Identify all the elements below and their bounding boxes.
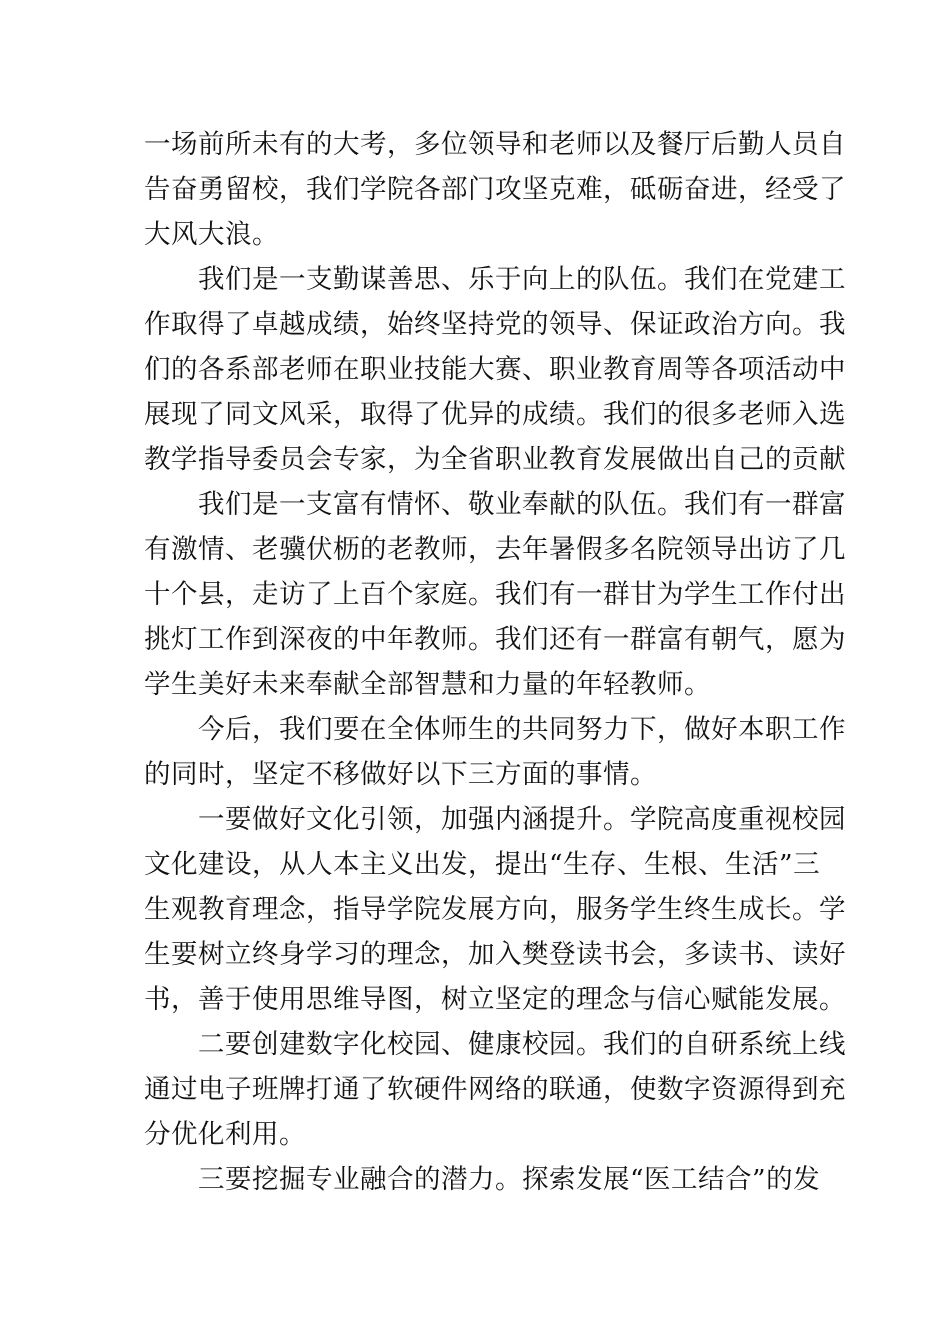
text-line: 分优化利用。 (144, 1119, 306, 1150)
text-line: 展现了同文风采，取得了优异的成绩。我们的很多老师入选 (144, 399, 846, 430)
text-line: 二要创建数字化校园、健康校园。我们的自研系统上线 (144, 1029, 846, 1060)
text-line: 生观教育理念，指导学院发展方向，服务学生终生成长。学 (144, 894, 846, 925)
text-line: 一场前所未有的大考，多位领导和老师以及餐厅后勤人员自 (144, 129, 846, 160)
text-line: 三要挖掘专业融合的潜力。探索发展“医工结合”的发 (144, 1164, 821, 1195)
text-line: 生要树立终身学习的理念，加入樊登读书会，多读书、读好 (144, 939, 846, 970)
text-line: 书，善于使用思维导图，树立坚定的理念与信心赋能发展。 (144, 984, 846, 1015)
text-line: 通过电子班牌打通了软硬件网络的联通，使数字资源得到充 (144, 1074, 846, 1105)
text-line: 告奋勇留校，我们学院各部门攻坚克难，砥砺奋进，经受了 (144, 174, 846, 205)
text-line: 作取得了卓越成绩，始终坚持党的领导、保证政治方向。我 (144, 309, 846, 340)
text-line: 文化建设，从人本主义出发，提出“生存、生根、生活”三 (144, 849, 821, 880)
text-line: 们的各系部老师在职业技能大赛、职业教育周等各项活动中 (144, 354, 846, 385)
text-line: 的同时，坚定不移做好以下三方面的事情。 (144, 759, 657, 790)
text-line: 我们是一支富有情怀、敬业奉献的队伍。我们有一群富 (144, 489, 846, 520)
text-line: 一要做好文化引领，加强内涵提升。学院高度重视校园 (144, 804, 846, 835)
text-line: 十个县，走访了上百个家庭。我们有一群甘为学生工作付出 (144, 579, 846, 610)
text-line: 挑灯工作到深夜的中年教师。我们还有一群富有朝气，愿为 (144, 624, 846, 655)
text-line: 学生美好未来奉献全部智慧和力量的年轻教师。 (144, 669, 711, 700)
text-line: 大风大浪。 (144, 219, 279, 250)
text-line: 有激情、老骥伏枥的老教师，去年暑假多名院领导出访了几 (144, 534, 846, 565)
text-line: 今后，我们要在全体师生的共同努力下，做好本职工作 (144, 714, 846, 745)
text-line: 我们是一支勤谋善思、乐于向上的队伍。我们在党建工 (144, 264, 846, 295)
text-line: 教学指导委员会专家，为全省职业教育发展做出自己的贡献 (144, 444, 846, 475)
